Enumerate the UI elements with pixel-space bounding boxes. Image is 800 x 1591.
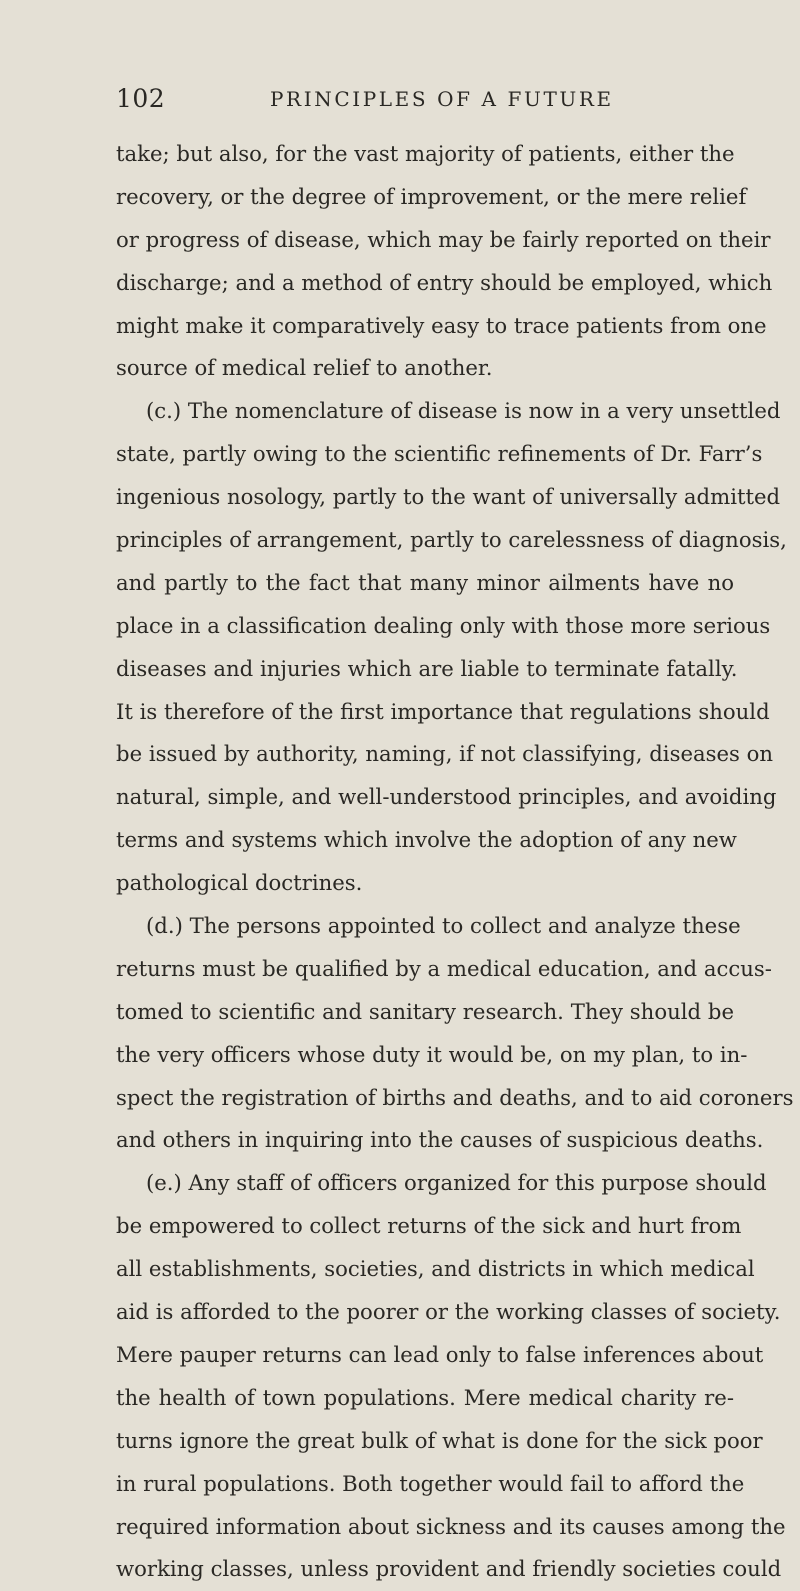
text-line: terms and systems which involve the adoption of any new (116, 827, 737, 853)
text-line: (d.) The persons appointed to collect and analyze these (146, 913, 741, 939)
text-line: source of medical relief to another. (116, 355, 493, 381)
text-line: state, partly owing to the scientific refinements of Dr. Farr’s (116, 441, 763, 467)
text-line: recovery, or the degree of improvement, or the mere relief (116, 183, 747, 209)
text-line: tomed to scientific and sanitary research. They should be (116, 998, 734, 1024)
text-line: or progress of disease, which may be fairly reported on their (116, 226, 771, 252)
text-line: (c.) The nomenclature of disease is now in a very unsettled (146, 398, 781, 424)
text-line: and partly to the fact that many minor ailments have no (116, 569, 734, 595)
text-line: place in a classification dealing only with those more serious (116, 612, 771, 638)
running-title: PRINCIPLES OF A FUTURE (270, 87, 614, 111)
text-line: take; but also, for the vast majority of patients, either the (116, 141, 735, 166)
text-line: the health of town populations. Mere medical charity re- (116, 1384, 734, 1410)
text-line: required information about sickness and its causes among the (116, 1513, 786, 1539)
text-line: (e.) Any staff of officers organized for this purpose should (146, 1170, 767, 1196)
text-line: all establishments, societies, and districts in which medical (116, 1256, 755, 1282)
text-line: and others in inquiring into the causes of suspicious deaths. (116, 1127, 764, 1153)
text-line: returns must be qualified by a medical education, and accus- (116, 955, 772, 981)
text-line: turns ignore the great bulk of what is done for the sick poor (116, 1427, 763, 1453)
running-head (116, 84, 734, 124)
body-text (116, 133, 794, 1591)
text-line: diseases and injuries which are liable to terminate fatally. (116, 655, 738, 681)
text-line: working classes, unless provident and friendly societies could (116, 1556, 782, 1582)
text-line: spect the registration of births and deaths, and to aid coroners (116, 1084, 794, 1110)
text-line: the very officers whose duty it would be, on my plan, to in- (116, 1041, 748, 1067)
page-number: 102 (116, 84, 166, 113)
text-line: be issued by authority, naming, if not classifying, diseases on (116, 741, 774, 767)
text-line: ingenious nosology, partly to the want of universally admitted (116, 484, 781, 510)
text-line: might make it comparatively easy to trace patients from one (116, 312, 767, 338)
text-line: pathological doctrines. (116, 870, 363, 896)
text-line: in rural populations. Both together would fail to afford the (116, 1470, 745, 1496)
text-line: discharge; and a method of entry should be employed, which (116, 269, 773, 295)
text-line: natural, simple, and well-understood principles, and avoiding (116, 784, 777, 810)
text-line: Mere pauper returns can lead only to false inferences about (116, 1341, 764, 1367)
text-line: principles of arrangement, partly to carelessness of diagnosis, (116, 527, 787, 553)
text-line: It is therefore of the first importance that regulations should (116, 698, 770, 724)
text-line: aid is afforded to the poorer or the working classes of society. (116, 1299, 781, 1325)
text-line: be empowered to collect returns of the sick and hurt from (116, 1213, 742, 1239)
